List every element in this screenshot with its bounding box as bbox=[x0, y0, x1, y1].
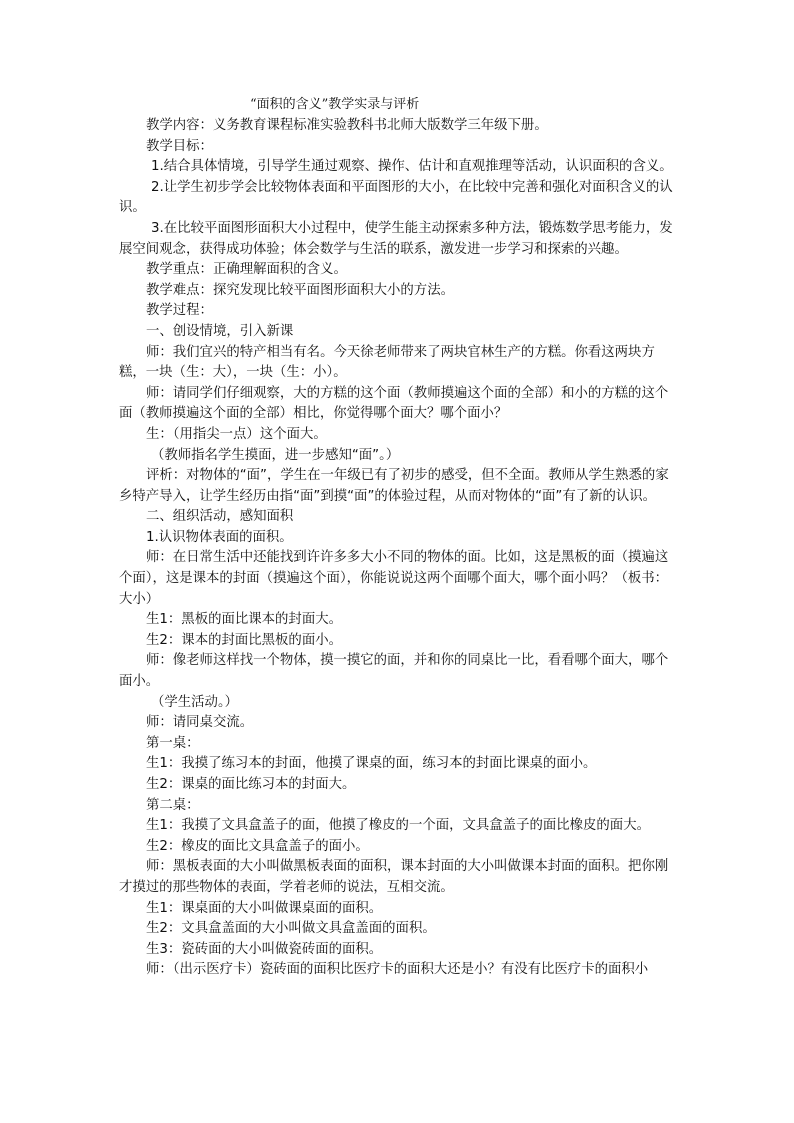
paragraph-dialogue: 师：请同桌交流。 bbox=[146, 715, 254, 731]
paragraph-dialogue: 生1：黑板的面比课本的封面大。 bbox=[146, 612, 342, 628]
paragraph-commentary: 评析：对物体的“面”，学生在一年级已有了初步的感受，但不全面。教师从学生熟悉的家乡特产导入，让学生经历由指“面”到摸“面”的体验过程，从而对物体的“面”有了新的认识。 bbox=[119, 468, 669, 504]
paragraph-process-heading: 教学过程： bbox=[146, 303, 213, 319]
paragraph-dialogue: 生3：瓷砖面的大小叫做瓷砖面的面积。 bbox=[146, 941, 383, 957]
paragraph-note: （教师指名学生摸面，进一步感知“面”。） bbox=[151, 447, 400, 463]
paragraph-teaching-content: 教学内容：义务教育课程标准实验教科书北师大版数学三年级下册。 bbox=[146, 118, 548, 133]
paragraph-dialogue: 师：在日常生活中还能找到许许多多大小不同的物体的面。比如，这是黑板的面（摸遍这个面），这是课本的封面（摸遍这个面），你能说说这两个面哪个面大，哪个面小吗？（板书：大小） bbox=[119, 550, 669, 607]
paragraph-key-point: 教学重点：正确理解面积的含义。 bbox=[146, 262, 347, 278]
paragraph-dialogue: 师：（出示医疗卡）瓷砖面的面积比医疗卡的面积大还是小？有没有比医疗卡的面积小 bbox=[146, 962, 649, 978]
subsection-heading: 1.认识物体表面的面积。 bbox=[146, 529, 293, 545]
paragraph-dialogue: 师：请同学们仔细观察，大的方糕的这个面（教师摸遍这个面的全部）和小的方糕的这个面（教师摸遍这个面的全部）相比，你觉得哪个面大？哪个面小？ bbox=[119, 385, 669, 422]
paragraph-goal-3: 3.在比较平面图形面积大小过程中，使学生能主动探索多种方法，锻炼数学思考能力，发展空间观念，获得成功体验；体会数学与生活的联系，激发进一步学习和探索的兴趣。 bbox=[119, 220, 673, 257]
paragraph-dialogue: 生1：我摸了练习本的封面，他摸了课桌的面，练习本的封面比课桌的面小。 bbox=[146, 756, 597, 772]
paragraph-dialogue: 生2：文具盒盖面的大小叫做文具盒盖面的面积。 bbox=[146, 921, 436, 937]
paragraph-difficulty: 教学难点：探究发现比较平面图形面积大小的方法。 bbox=[146, 282, 454, 298]
paragraph-label: 第二桌： bbox=[146, 797, 200, 813]
paragraph-dialogue: 师：我们宜兴的特产相当有名。今天徐老师带来了两块官林生产的方糕。你看这两块方糕，一块（生：大），一块（生：小）。 bbox=[119, 344, 655, 381]
paragraph-dialogue: 师：黑板表面的大小叫做黑板表面的面积，课本封面的大小叫做课本封面的面积。把你刚才摸过的那些物体的表面，学着老师的说法，互相交流。 bbox=[119, 859, 669, 895]
paragraph-teaching-goals-heading: 教学目标： bbox=[146, 138, 213, 154]
document-title: “面积的含义”教学实录与评析 bbox=[250, 97, 420, 112]
paragraph-dialogue: 师：像老师这样找一个物体，摸一摸它的面，并和你的同桌比一比，看看哪个面大，哪个面小。 bbox=[119, 653, 669, 690]
section-heading-1: 一、创设情境，引入新课 bbox=[146, 323, 294, 339]
paragraph-goal-1: 1.结合具体情境，引导学生通过观察、操作、估计和直观推理等活动，认识面积的含义。 bbox=[151, 159, 673, 175]
paragraph-dialogue: 生1：课桌面的大小叫做课桌面的面积。 bbox=[146, 900, 383, 916]
paragraph-note: （学生活动。） bbox=[151, 694, 239, 710]
paragraph-dialogue: 生1：我摸了文具盒盖子的面，他摸了橡皮的一个面，文具盒盖子的面比橡皮的面大。 bbox=[146, 818, 650, 834]
document-body bbox=[119, 116, 681, 981]
paragraph-dialogue: 生2：课本的封面比黑板的面小。 bbox=[146, 632, 342, 648]
paragraph-dialogue: 生：（用指尖一点）这个面大。 bbox=[146, 426, 327, 442]
paragraph-label: 第一桌： bbox=[146, 735, 200, 751]
paragraph-dialogue: 生2：课桌的面比练习本的封面大。 bbox=[146, 777, 356, 792]
section-heading-2: 二、组织活动，感知面积 bbox=[146, 509, 294, 525]
paragraph-goal-2: 2.让学生初步学会比较物体表面和平面图形的大小，在比较中完善和强化对面积含义的认识。 bbox=[119, 179, 673, 216]
paragraph-dialogue: 生2：橡皮的面比文具盒盖子的面小。 bbox=[146, 838, 369, 854]
